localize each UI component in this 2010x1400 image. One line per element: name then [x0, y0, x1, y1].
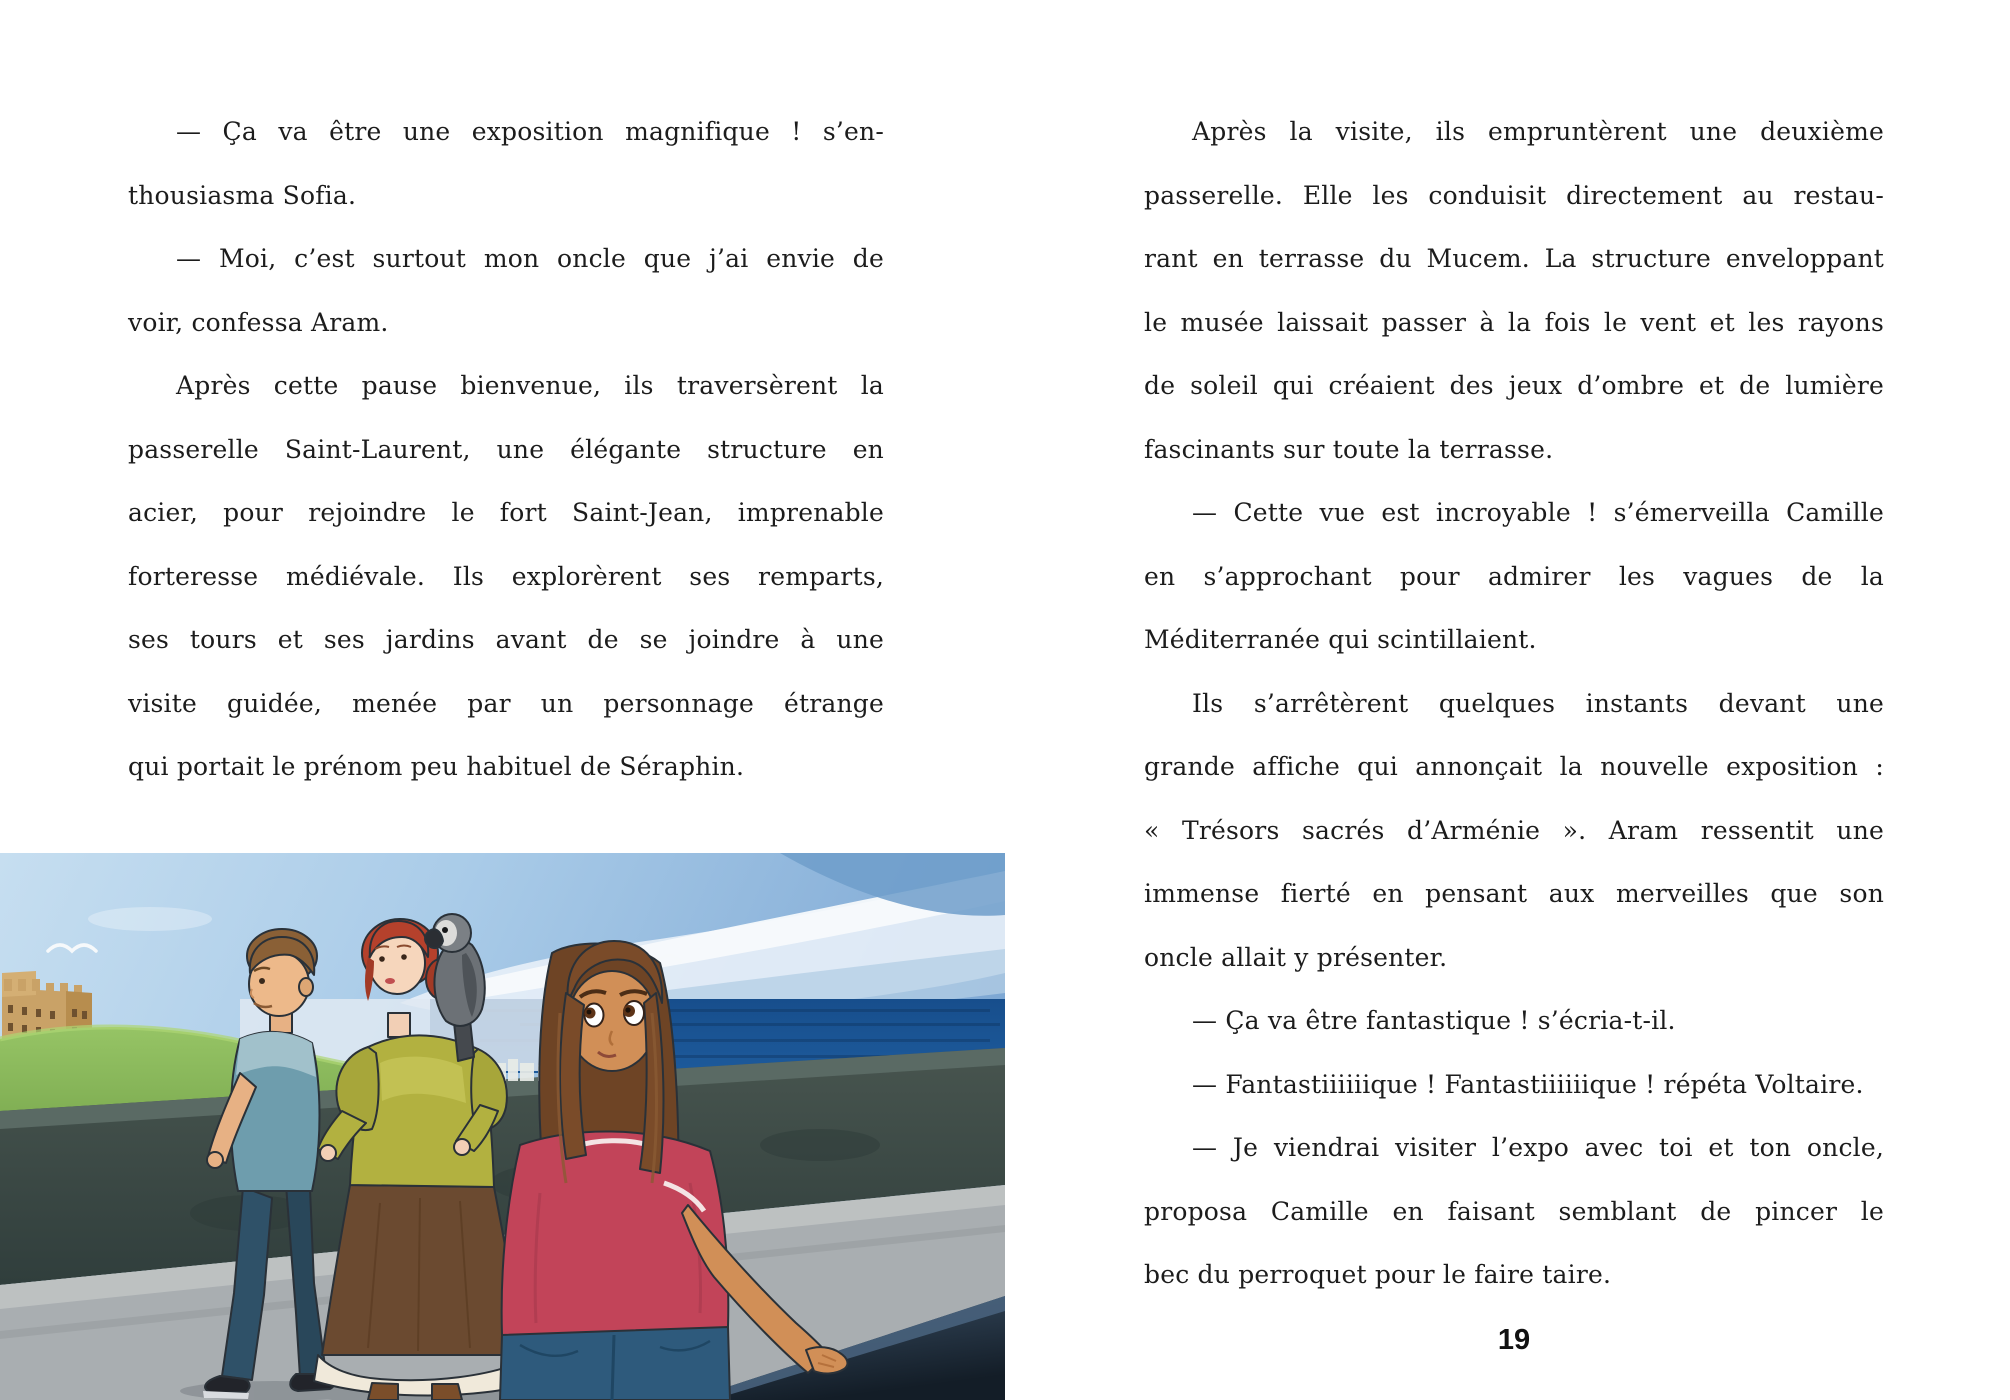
text-line: ses tours et ses jardins avant de se joindre à une — [128, 625, 884, 654]
text-line: — Ça va être une exposition magnifique ! s’en- — [176, 117, 884, 146]
text-line: de soleil qui créaient des jeux d’ombre et de lumière — [1144, 371, 1884, 400]
right-page — [1005, 0, 2010, 1400]
text-line: qui portait le prénom peu habituel de Séraphin. — [128, 752, 745, 781]
text-line: — Fantastiiiiiique ! Fantastiiiiiique ! répéta Voltaire. — [1192, 1069, 1864, 1099]
right-page-text — [1144, 100, 1884, 1307]
text-line: acier, pour rejoindre le fort Saint-Jean, imprenable — [128, 498, 884, 527]
text-line: immense fierté en pensant aux merveilles que son — [1144, 879, 1884, 908]
illustration-box — [0, 853, 1005, 1400]
text-line: passerelle. Elle les conduisit directement au restau- — [1144, 180, 1884, 210]
text-line: oncle allait y présenter. — [1144, 942, 1448, 972]
text-line: — Moi, c’est surtout mon oncle que j’ai envie de — [176, 244, 884, 273]
text-line: en s’approchant pour admirer les vagues de la — [1144, 561, 1884, 591]
text-line: Méditerranée qui scintillaient. — [1144, 625, 1537, 654]
text-line: — Cette vue est incroyable ! s’émerveilla Camille — [1192, 498, 1884, 527]
text-line: bec du perroquet pour le faire taire. — [1144, 1260, 1612, 1289]
left-page-text — [128, 100, 884, 799]
text-line: — Je viendrai visiter l’expo avec toi et ton oncle, — [1192, 1133, 1884, 1162]
text-line: thousiasma Sofia. — [128, 180, 357, 210]
text-line: passerelle Saint-Laurent, une élégante structure en — [128, 434, 884, 464]
text-line: Ils s’arrêtèrent quelques instants devant une — [1192, 688, 1884, 718]
story-illustration — [0, 853, 1005, 1400]
text-line: Après cette pause bienvenue, ils traversèrent la — [176, 371, 884, 400]
text-line: grande affiche qui annonçait la nouvelle exposition : — [1144, 752, 1884, 781]
text-line: rant en terrasse du Mucem. La structure enveloppant — [1144, 244, 1884, 273]
page-number: 19 — [1497, 1324, 1531, 1356]
text-line: visite guidée, menée par un personnage étrange — [128, 688, 884, 718]
text-line: Après la visite, ils empruntèrent une deuxième — [1192, 117, 1884, 146]
text-line: forteresse médiévale. Ils explorèrent ses remparts, — [128, 561, 884, 591]
text-line: « Trésors sacrés d’Arménie ». Aram ressentit une — [1144, 815, 1884, 845]
text-line: — Ça va être fantastique ! s’écria-t-il. — [1192, 1006, 1676, 1035]
text-line: le musée laissait passer à la fois le vent et les rayons — [1144, 307, 1884, 337]
text-line: fascinants sur toute la terrasse. — [1144, 434, 1554, 464]
text-line: proposa Camille en faisant semblant de pincer le — [1144, 1196, 1884, 1226]
text-line: voir, confessa Aram. — [128, 307, 389, 337]
